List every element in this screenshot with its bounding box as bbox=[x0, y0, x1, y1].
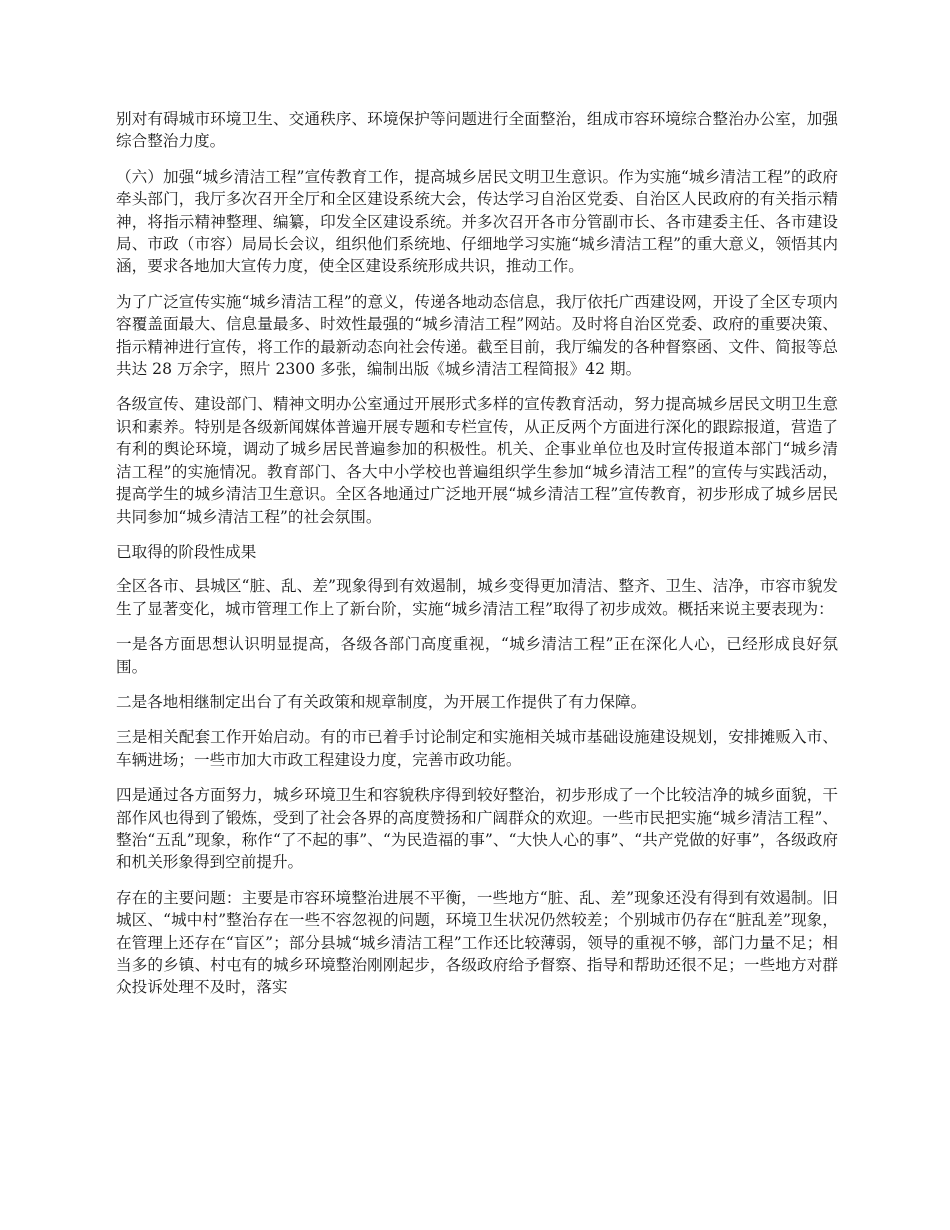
paragraph-9: 三是相关配套工作开始启动。有的市已着手讨论制定和实施相关城市基础设施建设规划，安排摊贩入市、车辆进场；一些市加大市政工程建设力度，完善市政功能。 bbox=[116, 728, 838, 769]
paragraph-11: 存在的主要问题：主要是市容环境整治进展不平衡，一些地方“脏、乱、差”现象还没有得到有效遏制。旧城区、“城中村”整治存在一些不容忽视的问题，环境卫生状况仍然较差；个别城市仍存在“脏乱差”现象，在管理上还存在“盲区”；部分县城“城乡清洁工程”工作还比较薄弱，领导的重视不够，部门力量不足；相当多的乡镇、村屯有的城乡环境整治刚刚起步，各级政府给予督察、指导和帮助还很不足；一些地方对群众投诉处理不及时，落实 bbox=[116, 888, 838, 997]
paragraph-8: 二是各地相继制定出台了有关政策和规章制度，为开展工作提供了有力保障。 bbox=[116, 692, 647, 711]
section-heading: 已取得的阶段性成果 bbox=[116, 542, 257, 561]
paragraph-7: 一是各方面思想认识明显提高，各级各部门高度重视，“城乡清洁工程”正在深化人心，已经形成良好氛围。 bbox=[116, 635, 838, 676]
paragraph-6: 全区各市、县城区“脏、乱、差”现象得到有效遏制，城乡变得更加清洁、整齐、卫生、洁净，市容市貌发生了显著变化，城市管理工作上了新台阶，实施“城乡清洁工程”取得了初步成效。概括来说主要表现为： bbox=[116, 577, 838, 618]
paragraph-4: 各级宣传、建设部门、精神文明办公室通过开展形式多样的宣传教育活动，努力提高城乡居民文明卫生意识和素养。特别是各级新闻媒体普遍开展专题和专栏宣传，从正反两个方面进行深化的跟踪报道，营造了有利的舆论环境，调动了城乡居民普遍参加的积极性。机关、企事业单位也及时宣传报道本部门“城乡清洁工程”的实施情况。教育部门、各大中小学校也普遍组织学生参加“城乡清洁工程”的宣传与实践活动，提高学生的城乡清洁卫生意识。全区各地通过广泛地开展“城乡清洁工程”宣传教育，初步形成了城乡居民共同参加“城乡清洁工程”的社会氛围。 bbox=[116, 395, 838, 526]
paragraph-2: （六）加强“城乡清洁工程”宣传教育工作，提高城乡居民文明卫生意识。作为实施“城乡清洁工程”的政府牵头部门，我厅多次召开全厅和全区建设系统大会，传达学习自治区党委、自治区人民政府的有关指示精神，将指示精神整理、编纂，印发全区建设系统。并多次召开各市分管副市长、各市建委主任、各市建设局、市政（市容）局局长会议，组织他们系统地、仔细地学习实施“城乡清洁工程”的重大意义，领悟其内涵，要求各地加大宣传力度，使全区建设系统形成共识，推动工作。 bbox=[116, 167, 838, 276]
paragraph-3: 为了广泛宣传实施“城乡清洁工程”的意义，传递各地动态信息，我厅依托广西建设网，开设了全区专项内容覆盖面最大、信息量最多、时效性最强的“城乡清洁工程”网站。及时将自治区党委、政府的重要决策、指示精神进行宣传，将工作的最新动态向社会传递。截至目前，我厅编发的各种督察函、文件、简报等总共达 28 万余字，照片 2300 多张，编制出版《城乡清洁工程简报》42 期。 bbox=[116, 292, 838, 379]
paragraph-1: 别对有碍城市环境卫生、交通秩序、环境保护等问题进行全面整治，组成市容环境综合整治办公室，加强综合整治力度。 bbox=[116, 110, 838, 151]
paragraph-10: 四是通过各方面努力，城乡环境卫生和容貌秩序得到较好整治，初步形成了一个比较洁净的城乡面貌，干部作风也得到了锻炼，受到了社会各界的高度赞扬和广阔群众的欢迎。一些市民把实施“城乡清洁工程”、整治“五乱”现象，称作“了不起的事”、“为民造福的事”、“大快人心的事”、“共产党做的好事”，各级政府和机关形象得到空前提升。 bbox=[116, 786, 838, 872]
document-body bbox=[116, 108, 838, 1012]
